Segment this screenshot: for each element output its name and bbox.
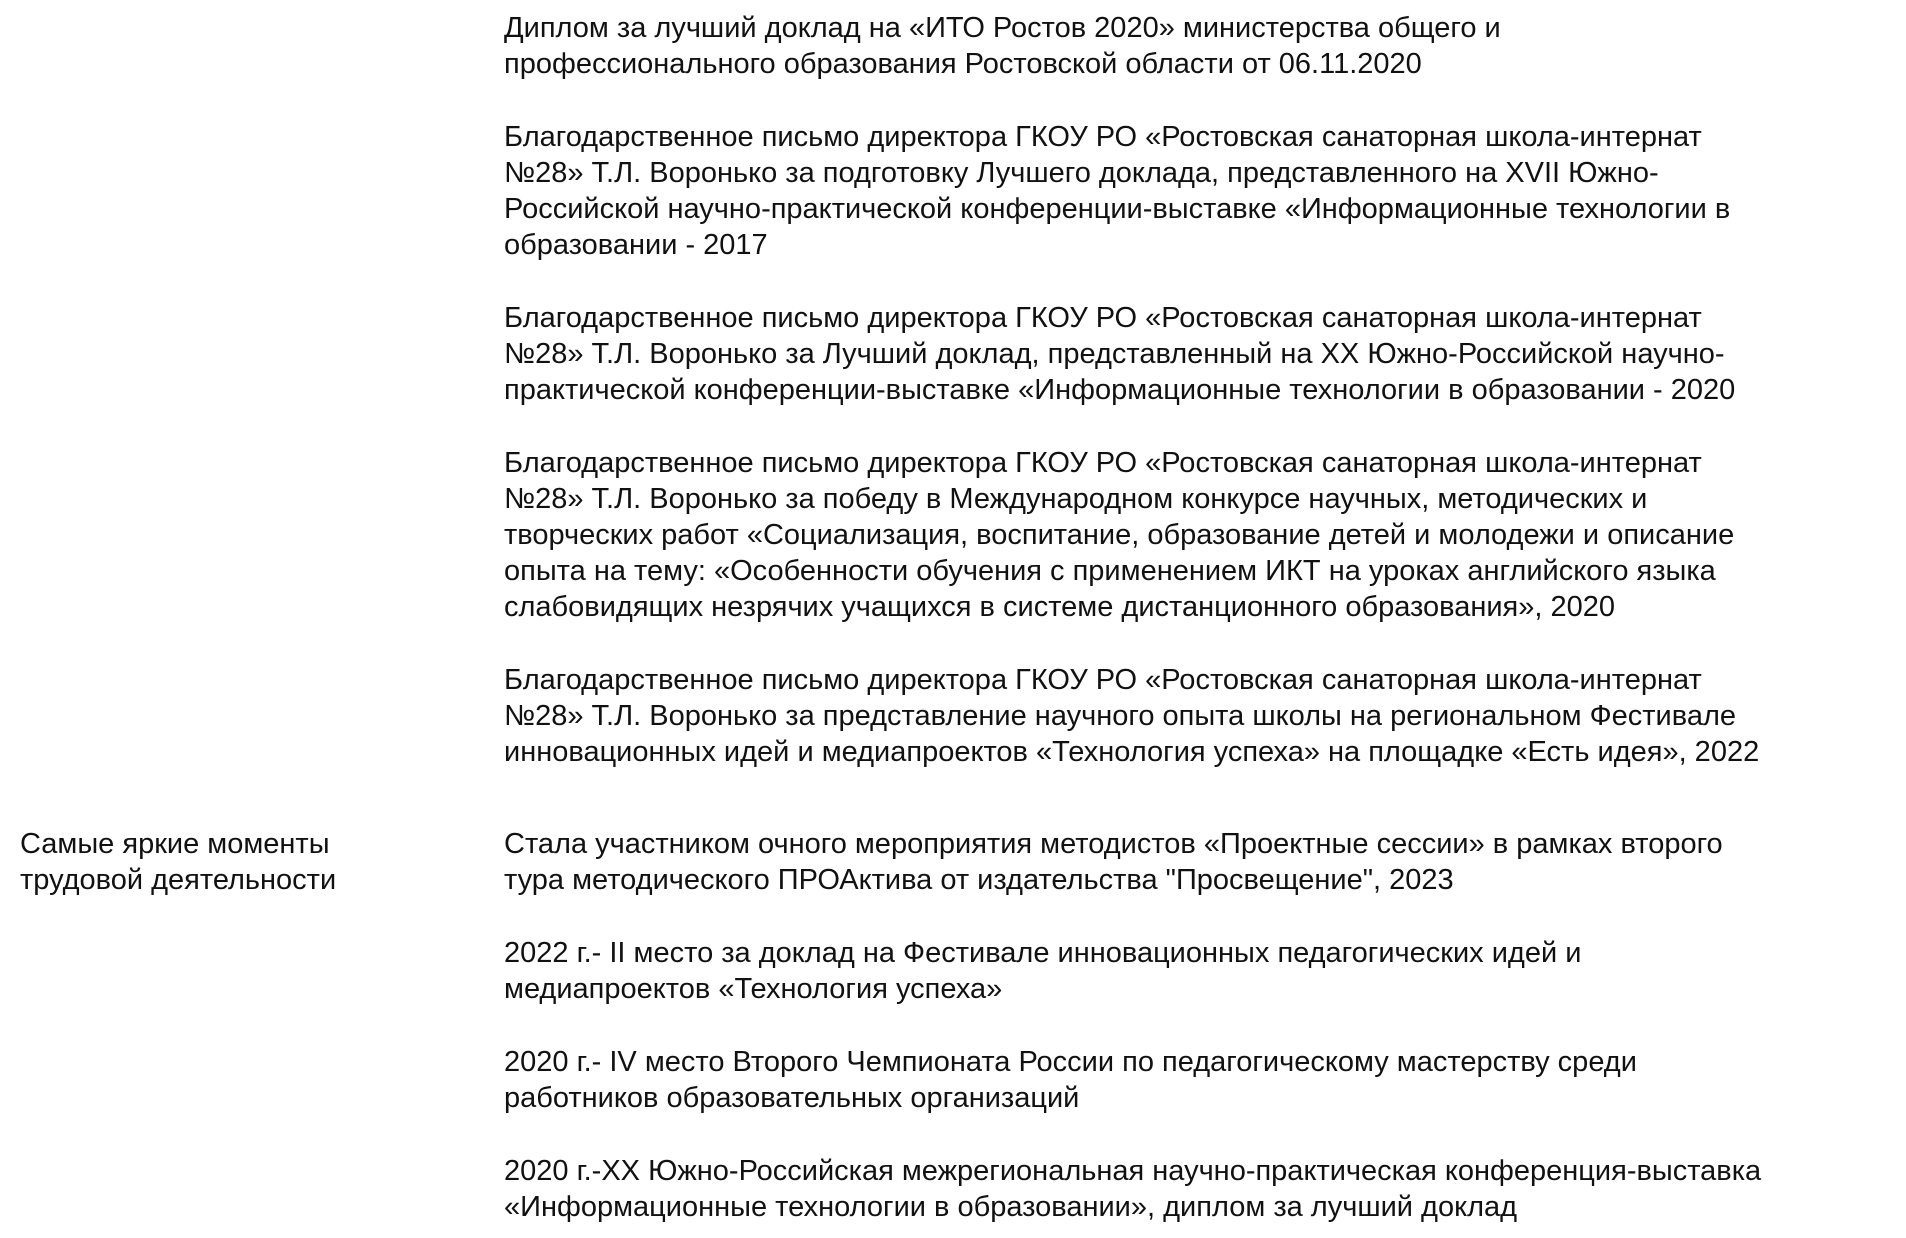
entry-line: №28» Т.Л. Воронько за подготовку Лучшего доклада, представленного на XVII Южно- (504, 157, 1659, 189)
entry-line: №28» Т.Л. Воронько за представление научного опыта школы на региональном Фестивале (504, 700, 1737, 732)
award-entry (504, 445, 1896, 625)
entry-line: практической конференции-выставке «Информационные технологии в образовании - 2020 (504, 374, 1736, 406)
award-entry (504, 662, 1896, 770)
entry-line: №28» Т.Л. Воронько за Лучший доклад, представленный на XX Южно-Российской научно- (504, 338, 1725, 370)
entry-line: Стала участником очного мероприятия методистов «Проектные сессии» в рамках второго (504, 828, 1723, 860)
award-entry (504, 300, 1896, 408)
entry-line: Благодарственное письмо директора ГКОУ РО «Ростовская санаторная школа-интернат (504, 447, 1702, 479)
highlight-entry (504, 826, 1896, 898)
highlight-entry (504, 1153, 1896, 1225)
entry-line: 2020 г.- IV место Второго Чемпионата России по педагогическому мастерству среди (504, 1046, 1637, 1078)
entry-line: профессионального образования Ростовской области от 06.11.2020 (504, 48, 1422, 80)
entry-line: Благодарственное письмо директора ГКОУ РО «Ростовская санаторная школа-интернат (504, 121, 1702, 153)
entry-line: №28» Т.Л. Воронько за победу в Международном конкурсе научных, методических и (504, 483, 1648, 515)
entry-line: «Информационные технологии в образовании», диплом за лучший доклад (504, 1191, 1518, 1223)
entry-line: Благодарственное письмо директора ГКОУ РО «Ростовская санаторная школа-интернат (504, 302, 1702, 334)
award-entry (504, 119, 1896, 263)
entry-line: тура методического ПРОАктива от издательства "Просвещение", 2023 (504, 864, 1454, 896)
entry-line: Благодарственное письмо директора ГКОУ РО «Ростовская санаторная школа-интернат (504, 664, 1702, 696)
section-label-line: Самые яркие моменты (20, 828, 330, 860)
entry-line: образовании - 2017 (504, 229, 768, 261)
highlight-entry (504, 935, 1896, 1007)
entry-line: 2020 г.-XX Южно-Российская межрегиональная научно-практическая конференция-выставка (504, 1155, 1762, 1187)
entry-line: медиапроектов «Технология успеха» (504, 973, 1003, 1005)
highlights-list (504, 826, 1896, 1225)
entry-line: работников образовательных организаций (504, 1082, 1080, 1114)
highlights-label (20, 826, 460, 898)
award-entry (504, 10, 1896, 82)
entry-line: 2022 г.- II место за доклад на Фестивале инновационных педагогических идей и (504, 937, 1582, 969)
section-label-line: трудовой деятельности (20, 864, 337, 896)
entry-line: творческих работ «Социализация, воспитание, образование детей и молодежи и описание (504, 519, 1735, 551)
awards-list (504, 10, 1896, 770)
entry-line: опыта на тему: «Особенности обучения с применением ИКТ на уроках английского языка (504, 555, 1716, 587)
entry-line: слабовидящих незрячих учащихся в системе дистанционного образования», 2020 (504, 591, 1616, 623)
highlight-entry (504, 1044, 1896, 1116)
entry-line: инновационных идей и медиапроектов «Технология успеха» на площадке «Есть идея», 2022 (504, 736, 1760, 768)
entry-line: Российской научно-практической конференции-выставке «Информационные технологии в (504, 193, 1731, 225)
entry-line: Диплом за лучший доклад на «ИТО Ростов 2020» министерства общего и (504, 12, 1501, 44)
